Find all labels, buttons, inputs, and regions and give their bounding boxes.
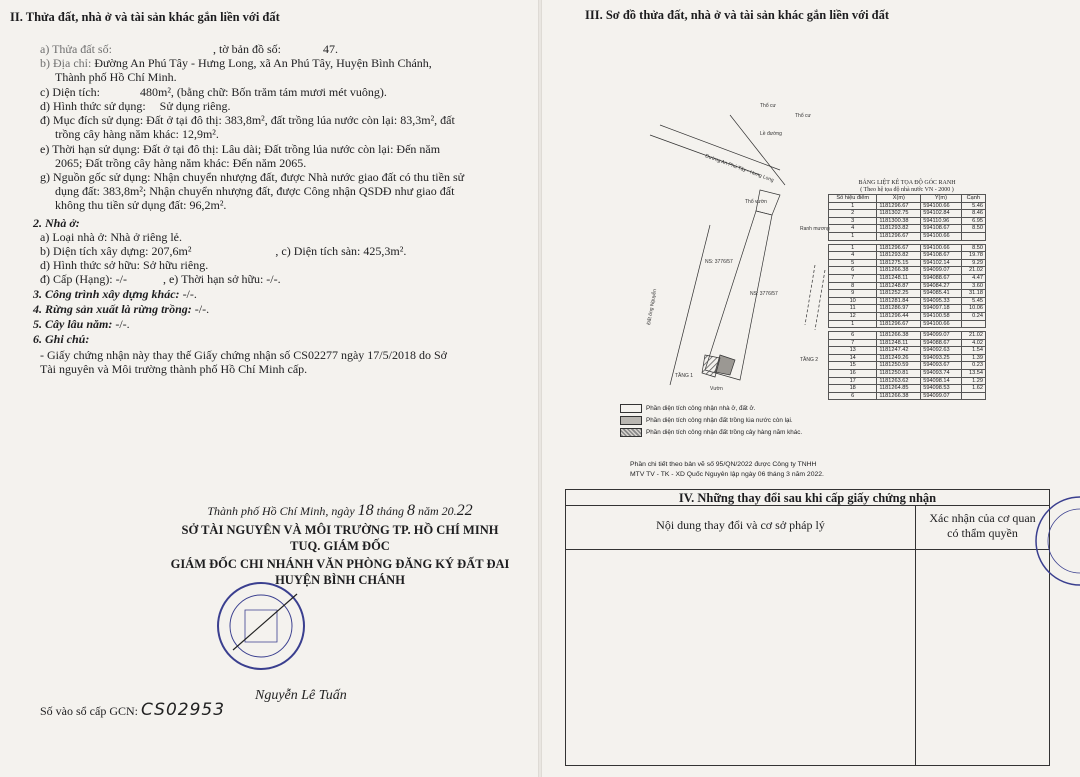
coord-cell: 1181247.42 [877,347,921,355]
coord-row [829,252,986,260]
coord-cell: 16 [829,370,877,378]
coord-cell: 1 [829,202,877,210]
coord-row [829,267,986,275]
coord-cell: 1181286.97 [877,305,921,313]
term-line-1: e) Thời hạn sử dụng: Đất ở tại đô thị: Lâu dài; Đất trồng lúa nước còn lại: Đến năm [40,142,441,156]
coord-row [829,339,986,347]
coord-cell: 9.29 [961,259,985,267]
coord-cell: 6.95 [961,217,985,225]
area-label: c) Diện tích: [40,85,100,99]
purpose-line-2: trồng cây hàng năm khác: 12,9m². [55,127,219,141]
coord-cell: 10 [829,297,877,305]
coord-cell: 594097.18 [921,305,961,313]
house-type: a) Loại nhà ở: Nhà ở riêng lẻ. [40,230,182,244]
coord-cell: 594102.84 [921,210,961,218]
coord-row [829,392,986,400]
coord-header: Cạnh [961,195,985,203]
coord-cell: 1.54 [961,347,985,355]
coord-cell: 1181250.59 [877,362,921,370]
changes-content-cell [566,550,916,765]
coord-cell: 1181296.67 [877,232,921,240]
coord-cell: 1181281.84 [877,297,921,305]
coord-row [829,354,986,362]
changes-title: IV. Những thay đổi sau khi cấp giấy chứng nhận [566,490,1049,506]
coord-row [829,377,986,385]
land-number-label: a) Thửa đất số: [40,42,115,56]
coord-row [829,320,986,328]
coord-cell: 594088.67 [921,339,961,347]
coord-cell: 8.50 [961,244,985,252]
perennial-line: 5. Cây lâu năm: -/-. [33,317,130,331]
address-label: b) Địa chỉ: [40,56,92,70]
level-line [40,272,281,286]
coord-cell: 1181250.81 [877,370,921,378]
notes-title: 6. Ghi chú: [33,332,90,346]
coord-cell: 8.46 [961,210,985,218]
coord-cell: 13 [829,347,877,355]
coord-cell: 1181266.38 [877,332,921,340]
coord-row [829,282,986,290]
purpose-line-1: đ) Mục đích sử dụng: Đất ở tại đô thị: 383,8m², đất trồng lúa nước còn lại: 83,3m², đất [40,113,455,127]
coord-cell: 15 [829,362,877,370]
coord-cell: 1181248.11 [877,339,921,347]
coord-row [829,210,986,218]
coord-cell: 21.02 [961,332,985,340]
map-floor-1: TẦNG 1 [675,373,694,379]
coord-cell: 7 [829,274,877,282]
coord-cell: 6 [829,392,877,400]
note-line-1: - Giấy chứng nhận này thay thế Giấy chứng nhận số CS02277 ngày 17/5/2018 do Sở [40,348,447,362]
coord-cell: 5 [829,259,877,267]
term-line-2: 2065; Đất trồng cây hàng năm khác: Đến năm 2065. [55,156,307,170]
map-neighbor-2: NS: 3776/57 [705,259,733,265]
coord-row [829,232,986,240]
coordinate-table [828,180,986,400]
usage-form-line [40,99,231,113]
coord-cell: 594093.74 [921,370,961,378]
coord-cell: 11 [829,305,877,313]
coord-row [829,385,986,393]
coord-cell: 594110.96 [921,217,961,225]
coord-row [829,362,986,370]
map-road-1: Đường An Phú Tây - Hưng Long [704,153,775,184]
coord-cell: 31.18 [961,290,985,298]
coord-cell: 594100.66 [921,202,961,210]
coord-cell: 4 [829,252,877,260]
coord-cell [961,232,985,240]
coord-cell: 1.29 [961,377,985,385]
map-lot-1: Thổ cư [760,103,776,109]
house-area-line [40,244,406,258]
official-stamp-icon [215,580,307,672]
authority-line-2: TUQ. GIÁM ĐỐC [290,539,390,553]
authority-line-3: GIÁM ĐỐC CHI NHÁNH VĂN PHÒNG ĐĂNG KÝ ĐẤT ĐAI [170,557,510,571]
serial-line [40,700,225,720]
coord-row [829,332,986,340]
map-neighbor-1: Đất ông Nguyễn [646,288,659,326]
serial-label: Số vào sổ cấp GCN: [40,704,141,718]
legend-item: Phần diện tích công nhận đất trồng cây hàng năm khác. [620,426,802,438]
authority-line-1: SỞ TÀI NGUYÊN VÀ MÔI TRƯỜNG TP. HỒ CHÍ MINH [181,523,499,537]
coord-header: X(m) [877,195,921,203]
coord-row [829,347,986,355]
coord-cell: 14 [829,354,877,362]
section-iii-title: III. Sơ đồ thửa đất, nhà ở và tài sản khác gắn liền với đất [585,8,890,22]
build-area: b) Diện tích xây dựng: 207,6m² [40,244,192,258]
floor-area: , c) Diện tích sàn: 425,3m². [275,244,407,258]
coord-table-title: BẢNG LIỆT KÊ TỌA ĐỘ GÓC RANH [858,180,956,186]
coord-cell: 10.06 [961,305,985,313]
coord-cell: 12 [829,312,877,320]
coord-cell: 6 [829,267,877,275]
coord-cell: 1181296.67 [877,202,921,210]
coord-cell: 2 [829,210,877,218]
coord-cell: 594108.67 [921,252,961,260]
legend-swatch-annual-crops [620,428,642,437]
coord-cell: 8 [829,282,877,290]
origin-line-1: g) Nguồn gốc sử dụng: Nhận chuyển nhượng đất, được Nhà nước giao đất có thu tiền sử [40,170,465,184]
coord-cell: 594098.53 [921,385,961,393]
legend-item: Phần diện tích công nhận đất trồng lúa nước còn lại. [620,414,802,426]
house-title: 2. Nhà ở: [33,216,80,230]
note-line-2: Tài nguyên và Môi trường thành phố Hồ Chí Minh cấp. [40,362,308,376]
coord-row [829,225,986,233]
coord-row [829,297,986,305]
coord-cell: 18 [829,385,877,393]
coord-row [829,312,986,320]
coord-cell: 594100.66 [921,320,961,328]
authority-line-4: HUYỆN BÌNH CHÁNH [275,573,405,587]
coord-cell: 1181249.26 [877,354,921,362]
coord-cell: 594093.25 [921,354,961,362]
map-sheet-label: , tờ bản đồ số: [212,42,281,56]
coord-cell: 9 [829,290,877,298]
issue-date: Thành phố Hồ Chí Minh, ngày 18 tháng 8 năm 20.22 [207,502,473,519]
coord-cell: 1181264.85 [877,385,921,393]
coord-table-subtitle: ( Theo hệ tọa độ nhà nước VN - 2000 ) [860,187,954,193]
coord-cell: 0.24 [961,312,985,320]
coord-cell: 594095.33 [921,297,961,305]
coord-cell: 594084.27 [921,282,961,290]
changes-col-confirm: Xác nhận của cơ quan có thẩm quyền [929,511,1036,540]
coord-row [829,259,986,267]
coord-cell: 1181263.62 [877,377,921,385]
coord-cell: 594099.07 [921,267,961,275]
map-lot-2: Thổ cư [795,113,811,119]
coord-cell: 1181248.11 [877,274,921,282]
coord-cell: 1181296.67 [877,320,921,328]
legend-swatch-residential [620,404,642,413]
coord-cell: 4.47 [961,274,985,282]
coord-cell: 1181293.82 [877,252,921,260]
coord-cell: 6 [829,332,877,340]
drawing-note: Phần chi tiết theo bản vẽ số 95/QN/2022 được Công ty TNHH MTV TV - TK - XD Quốc Nguyên lập ngày 06 tháng 3 năm 2022. [630,461,824,478]
coord-cell: 594100.66 [921,232,961,240]
coord-cell: 594108.67 [921,225,961,233]
coord-cell: 5.45 [961,297,985,305]
coord-cell: 594085.41 [921,290,961,298]
coord-cell: 1181275.15 [877,259,921,267]
usage-form-value: Sử dụng riêng. [159,99,231,113]
coord-cell: 4 [829,225,877,233]
coord-cell: 594102.14 [921,259,961,267]
coord-cell: 1181296.67 [877,244,921,252]
address-value: Đường An Phú Tây - Hưng Long, xã An Phú Tây, Huyện Bình Chánh, [91,56,432,70]
coord-cell: 17 [829,377,877,385]
coord-row [829,244,986,252]
coord-cell: 1181248.87 [877,282,921,290]
map-neighbor-3: NS: 3776/57 [750,291,778,297]
coord-cell: 594088.67 [921,274,961,282]
other-works-line: 3. Công trình xây dựng khác: -/-. [33,287,197,301]
coord-cell: 1181296.44 [877,312,921,320]
coord-row [829,305,986,313]
right-page [540,0,1080,777]
serial-number: CS02953 [141,700,226,720]
edge-seal-icon [1032,492,1080,590]
coord-cell: 1181302.75 [877,210,921,218]
changes-table [565,489,1050,766]
coord-cell: 1181300.38 [877,217,921,225]
signer-name: Nguyễn Lê Tuấn [255,688,347,703]
coord-cell: 594099.07 [921,332,961,340]
changes-confirm-cell [916,550,1049,765]
origin-line-2: dụng đất: 383,8m²; Nhận chuyển nhượng đất, được Công nhận QSDĐ như giao đất [55,184,455,198]
ownership-line: d) Hình thức sở hữu: Sở hữu riêng. [40,258,209,272]
coord-cell: 21.02 [961,267,985,275]
coord-cell: 594093.67 [921,362,961,370]
coord-row [829,274,986,282]
coord-cell: 594099.07 [921,392,961,400]
coord-cell: 8.50 [961,225,985,233]
coord-cell: 1 [829,320,877,328]
coord-header: Y(m) [921,195,961,203]
coord-cell: 4.02 [961,339,985,347]
coord-cell [961,392,985,400]
map-road-2: Lề đường [760,131,782,137]
map-legend [620,402,802,438]
legend-swatch-rice [620,416,642,425]
coord-cell: 5.46 [961,202,985,210]
address-line-2: Thành phố Hồ Chí Minh. [55,70,177,84]
coord-cell: 1.62 [961,385,985,393]
area-line [40,85,387,99]
coord-row [829,290,986,298]
house-level: đ) Cấp (Hạng): -/- [40,272,127,286]
coord-row [829,217,986,225]
coord-header: Số hiệu điểm [829,195,877,203]
coord-cell: 7 [829,339,877,347]
changes-col-content: Nội dung thay đổi và cơ sở pháp lý [566,506,916,549]
coord-cell: 594092.63 [921,347,961,355]
coord-cell: 1.39 [961,354,985,362]
land-number-line [40,42,338,56]
address-line-1 [40,56,432,70]
map-garden-2: Vườn [710,386,723,392]
coord-cell: 594100.58 [921,312,961,320]
coord-cell: 594100.66 [921,244,961,252]
coord-cell: 1181266.38 [877,267,921,275]
coord-row [829,202,986,210]
legend-item: Phần diện tích công nhận nhà ở, đất ở. [620,402,802,414]
coord-cell: 1181293.82 [877,225,921,233]
map-sheet-number: 47. [322,42,338,56]
coord-cell [961,320,985,328]
coord-cell: 13.54 [961,370,985,378]
map-garden-1: Thổ vườn [745,199,767,205]
ownership-term: , e) Thời hạn sở hữu: -/-. [162,272,281,286]
map-floor-2: TẦNG 2 [800,357,819,363]
coord-cell: 1181252.25 [877,290,921,298]
coord-cell: 1 [829,244,877,252]
coord-cell: 3 [829,217,877,225]
coord-cell: 1181266.38 [877,392,921,400]
signature-block [150,502,530,588]
forest-line: 4. Rừng sản xuất là rừng trồng: -/-. [33,302,210,316]
origin-line-3: không thu tiền sử dụng đất: 96,2m². [55,198,227,212]
coord-cell: 594098.14 [921,377,961,385]
coord-cell: 19.78 [961,252,985,260]
coord-row [829,370,986,378]
section-ii-title: II. Thửa đất, nhà ở và tài sản khác gắn liền với đất [10,10,280,24]
coord-cell: 3.60 [961,282,985,290]
coordinate-rows [829,202,986,400]
coord-cell: 1 [829,232,877,240]
map-ditch: Ranh mương [800,226,830,232]
coord-cell: 0.23 [961,362,985,370]
area-value: 480m², (bằng chữ: Bốn trăm tám mươi mét vuông). [139,85,387,99]
usage-form-label: d) Hình thức sử dụng: [40,99,146,113]
